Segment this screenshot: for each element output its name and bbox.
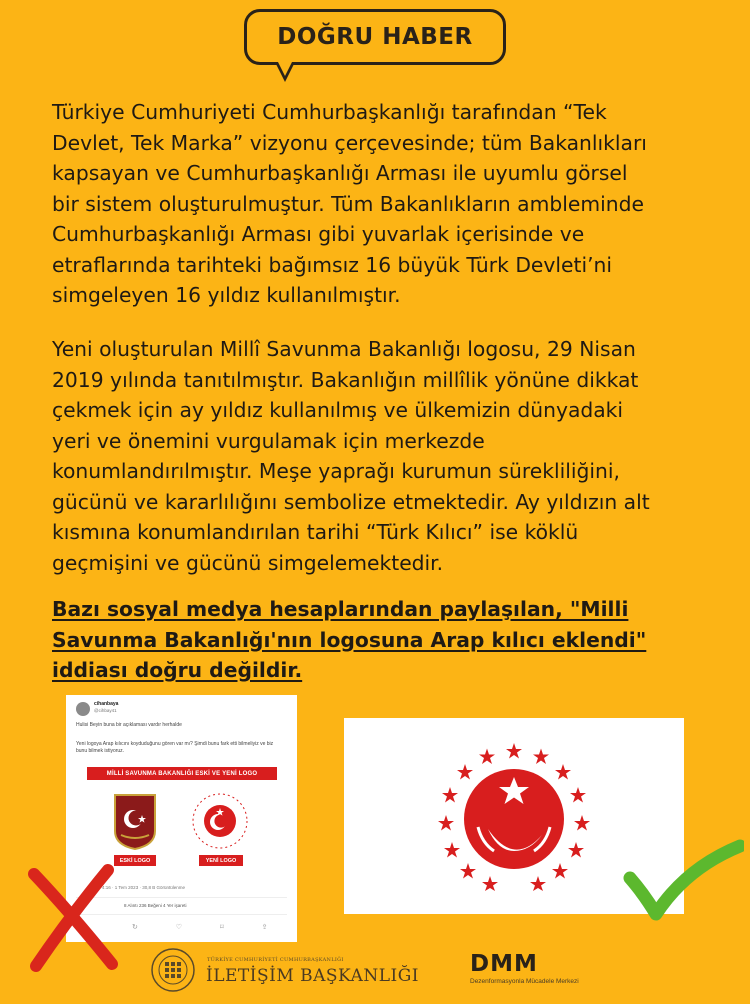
dmm-subtitle: Dezenformasyonla Mücadele Merkezi: [470, 978, 579, 985]
header-badge: [244, 9, 506, 65]
old-logo-icon: [111, 791, 159, 851]
msb-logo-icon: [438, 739, 590, 891]
tweet-action-icons: ↻ ♡ ⌑ ⇪: [132, 924, 286, 931]
tweet-meta: 4:16 · 1 Tem 2023 · 30,8 B Görüntülenme: [102, 885, 185, 890]
new-logo-small-icon: [190, 791, 250, 851]
iletisim-emblem-icon: [150, 947, 196, 993]
iletisim-title: İLETİŞİM BAŞKANLIĞI: [206, 966, 420, 986]
tweet-username: cihanbaya: [94, 701, 119, 707]
paragraph-logo-description: Yeni oluşturulan Millî Savunma Bakanlığı logosu, 29 Nisan 2019 yılında tanıtılmıştır. Bakanlığın millîlik yönüne dikkat çekmek için ay yıldız kullanılmış ve ülkemizin dünyadaki yeri ve önemini vurgulamak için merkezde konumlandırılmıştır. Meşe yaprağı kurumun sürekliliğini, gücünü ve kararlılığını sembolize etmektedir. Ay yıldızın alt kısmına konumlandırılan tarihi “Türk Kılıcı” ise köklü geçmişini ve gücünü simgelemektedir.: [52, 337, 650, 575]
dmm-logo: [470, 953, 579, 985]
header-title: DOĞRU HABER: [277, 24, 473, 50]
tweet-text-line2: Yeni logoya Arap kılıcını koyduduğunu gören var mı? Şimdi bunu fark etti bilmeliyiz ve biz bunu bilmek istiyoruz.: [76, 741, 274, 754]
tweet-banner: MİLLİ SAVUNMA BAKANLIĞI ESKİ VE YENİ LOGO: [87, 767, 277, 780]
paragraph-intro: Türkiye Cumhuriyeti Cumhurbaşkanlığı tarafından “Tek Devlet, Tek Marka” vizyonu çerçevesinde; tüm Bakanlıkları kapsayan ve Cumhurbaşkanlığı Arması ile uyumlu görsel bir sistem oluşturulmuştur. Tüm Bakanlıkların ambleminde Cumhurbaşkanlığı Arması gibi yuvarlak içerisinde ve etraflarında tarihteki bağımsız 16 büyük Türk Devleti’ni simgeleyen 16 yıldız kullanılmıştır.: [52, 100, 647, 307]
avatar: [76, 702, 90, 716]
claim-statement: Bazı sosyal medya hesaplarından paylaşılan, "Milli Savunma Bakanlığı'nın logosuna Arap kılıcı eklendi" iddiası doğru değildir.: [52, 597, 647, 682]
cross-mark-icon: [20, 860, 124, 978]
check-mark-icon: [622, 838, 744, 926]
tweet-text-line1: Hulisi Beyin buna bir açıklaması vardır herhalde: [76, 722, 182, 728]
tweet-stats: 8 Alıntı 236 Beğeni 4 Yer işareti: [124, 903, 187, 908]
old-logo-label: ESKİ LOGO: [114, 855, 156, 866]
new-logo-label: YENİ LOGO: [199, 855, 243, 866]
iletisim-baskanligi-logo: [150, 947, 420, 995]
dmm-title: DMM: [470, 951, 538, 977]
tweet-handle: @cihbay41: [94, 708, 117, 713]
iletisim-subtitle: TÜRKİYE CUMHURİYETİ CUMHURBAŞKANLIĞI: [207, 957, 344, 963]
